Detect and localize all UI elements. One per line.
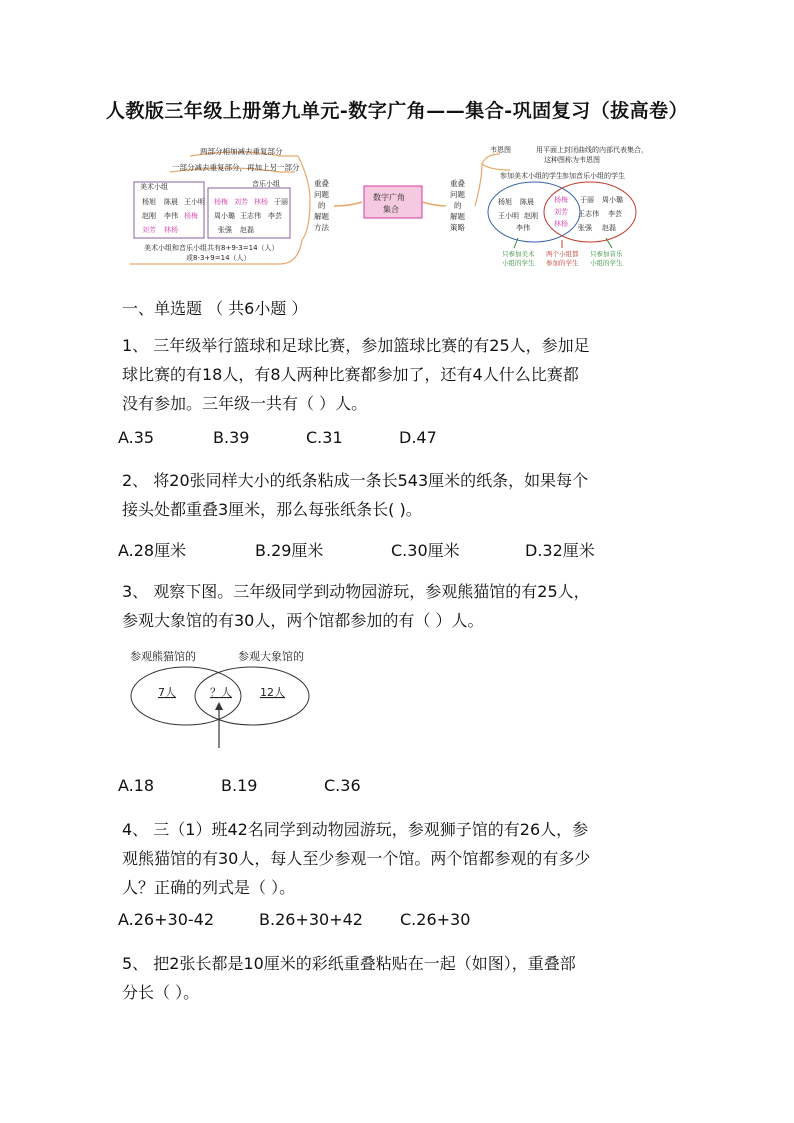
arrow-up-icon xyxy=(215,702,223,710)
mm-box1-title: 美术小组 xyxy=(140,183,168,191)
mm-left-branch: 解题 xyxy=(314,212,329,221)
mm-name: 王志伟 xyxy=(240,212,261,220)
mm-name: 刘芳 xyxy=(554,208,568,216)
question-line: 球比赛的有18人，有8人两种比赛都参加了，还有4人什么比赛都 xyxy=(122,365,579,384)
venn-right-title: 参观大象馆的 xyxy=(238,650,304,663)
mm-name: 周小璐 xyxy=(602,196,623,204)
option-b[interactable]: B.19 xyxy=(221,776,258,795)
option-a[interactable]: A.28厘米 xyxy=(118,541,187,560)
mindmap-figure xyxy=(130,140,650,270)
venn-figure xyxy=(128,648,318,752)
mm-name: 陈晨 xyxy=(520,198,534,206)
mm-name: 刘芳 xyxy=(234,198,248,206)
mm-name: 刘芳 xyxy=(142,226,156,234)
question-line: 3、 观察下图。三年级同学到动物园游玩，参观熊猫馆的有25人， xyxy=(122,582,590,601)
mm-center: 数字广角 xyxy=(373,193,405,202)
mm-bottom-label: 小组的学生 xyxy=(590,259,623,267)
mm-name: 李芸 xyxy=(268,212,282,220)
mm-name: 王志伟 xyxy=(578,210,599,218)
mm-name: 王小明 xyxy=(498,212,519,220)
mm-venn-label: 韦恩图 xyxy=(490,146,511,154)
question-line: 2、 将20张同样大小的纸条粘成一条长543厘米的纸条，如果每个 xyxy=(122,471,589,490)
mm-name: 陈晨 xyxy=(164,198,178,206)
option-a[interactable]: A.26+30-42 xyxy=(118,910,215,929)
option-a[interactable]: A.35 xyxy=(118,428,155,447)
mm-name: 杨旭 xyxy=(498,198,512,206)
option-d[interactable]: D.47 xyxy=(399,428,437,447)
option-c[interactable]: C.26+30 xyxy=(400,910,471,929)
option-c[interactable]: C.36 xyxy=(324,776,361,795)
mm-bottom-label: 小组的学生 xyxy=(502,259,535,267)
question-line: 5、 把2张长都是10厘米的彩纸重叠粘贴在一起（如图），重叠部 xyxy=(122,954,576,973)
mm-bottom-label: 只参加美术 xyxy=(502,250,535,258)
mm-venn-desc: 用平面上封闭曲线的内部代表集合， xyxy=(536,146,648,154)
mm-right-branch: 的 xyxy=(454,201,462,210)
mm-name: 杨旭 xyxy=(142,198,156,206)
question-line: 观熊猫馆的有30人，每人至少参观一个馆。两个馆都参观的有多少 xyxy=(122,849,591,868)
mm-name: 李伟 xyxy=(516,224,530,232)
mm-circle2-title: 参加音乐小组的学生 xyxy=(562,172,625,180)
option-a[interactable]: A.18 xyxy=(118,776,155,795)
question-line: 参观大象馆的有30人，两个馆都参加的有（ ）人。 xyxy=(122,611,484,630)
section-heading: 一、单选题 （ 共6小题 ） xyxy=(122,299,308,318)
mm-name: 李伟 xyxy=(164,212,178,220)
question-line: 接头处都重叠3厘米，那么每张纸条长( )。 xyxy=(122,500,422,519)
mm-right-branch: 解题 xyxy=(450,212,465,221)
mm-bottom-label: 参加的学生 xyxy=(546,259,579,267)
mm-name: 杨梅 xyxy=(184,212,198,220)
mm-name: 林杨 xyxy=(254,198,268,206)
mm-left-bottom2: 或8-3+9=14（人） xyxy=(186,254,251,262)
mm-name: 赵磊 xyxy=(240,226,254,234)
mm-name: 周小璐 xyxy=(214,212,235,220)
venn-left-value: 7人 xyxy=(158,686,176,699)
mm-name: 赵磊 xyxy=(602,224,616,232)
mm-center: 集合 xyxy=(383,205,399,214)
question-line: 4、 三（1）班42名同学到动物园游玩，参观狮子馆的有26人，参 xyxy=(122,820,589,839)
option-b[interactable]: B.39 xyxy=(213,428,250,447)
mm-left-bottom1: 美术小组和音乐小组共有8+9-3=14（人） xyxy=(144,244,279,252)
mm-name: 于丽 xyxy=(580,196,594,204)
mm-name: 林杨 xyxy=(164,226,178,234)
mm-left-top2: 一部分减去重复部分，再加上另一部分 xyxy=(172,163,300,172)
mm-name: 于丽 xyxy=(274,198,288,206)
mm-bottom-label: 只参加音乐 xyxy=(590,250,623,258)
question-5 xyxy=(122,949,682,1007)
question-3 xyxy=(122,577,682,635)
option-b[interactable]: B.26+30+42 xyxy=(259,910,363,929)
mm-name: 李芸 xyxy=(608,210,622,218)
mm-left-branch: 问题 xyxy=(314,190,329,199)
mm-bottom-label: 两个小组都 xyxy=(546,250,579,258)
venn-right-value: 12人 xyxy=(260,686,285,699)
mm-name: 赵刚 xyxy=(524,212,538,220)
mm-left-branch: 重叠 xyxy=(314,179,329,188)
question-1 xyxy=(122,331,682,418)
question-2 xyxy=(122,466,682,524)
venn-mid-value: ？人 xyxy=(210,686,232,699)
mm-name: 杨梅 xyxy=(554,196,568,204)
mm-venn-desc: 这种图称为韦恩图 xyxy=(544,156,600,164)
option-c[interactable]: C.31 xyxy=(306,428,343,447)
mm-name: 张强 xyxy=(578,224,592,232)
mm-right-branch: 重叠 xyxy=(450,179,465,188)
venn-left-title: 参观熊猫馆的 xyxy=(130,650,196,663)
mm-name: 杨梅 xyxy=(214,198,228,206)
option-b[interactable]: B.29厘米 xyxy=(255,541,324,560)
mm-right-branch: 策略 xyxy=(450,223,465,232)
question-line: 人？正确的列式是（ ）。 xyxy=(122,878,296,897)
mm-left-branch: 方法 xyxy=(314,223,329,232)
mm-circle1-title: 参加美术小组的学生 xyxy=(500,172,563,180)
mm-name: 赵刚 xyxy=(142,212,156,220)
question-line: 没有参加。三年级一共有（ ）人。 xyxy=(122,394,368,413)
option-c[interactable]: C.30厘米 xyxy=(391,541,460,560)
mm-left-top1: 两部分相加减去重复部分 xyxy=(200,147,283,156)
mm-right-branch: 问题 xyxy=(450,190,465,199)
question-4 xyxy=(122,815,682,902)
question-line: 1、 三年级举行篮球和足球比赛，参加篮球比赛的有25人，参加足 xyxy=(122,336,590,355)
document-title: 人教版三年级上册第九单元-数字广角——集合-巩固复习（拔高卷） xyxy=(105,100,689,122)
question-line: 分长（ ）。 xyxy=(122,983,200,1002)
option-d[interactable]: D.32厘米 xyxy=(525,541,595,560)
mm-box2-title: 音乐小组 xyxy=(252,180,280,188)
mm-name: 王小明 xyxy=(184,198,205,206)
mm-name: 林杨 xyxy=(554,220,568,228)
mm-name: 张强 xyxy=(218,226,232,234)
mm-left-branch: 的 xyxy=(318,201,326,210)
